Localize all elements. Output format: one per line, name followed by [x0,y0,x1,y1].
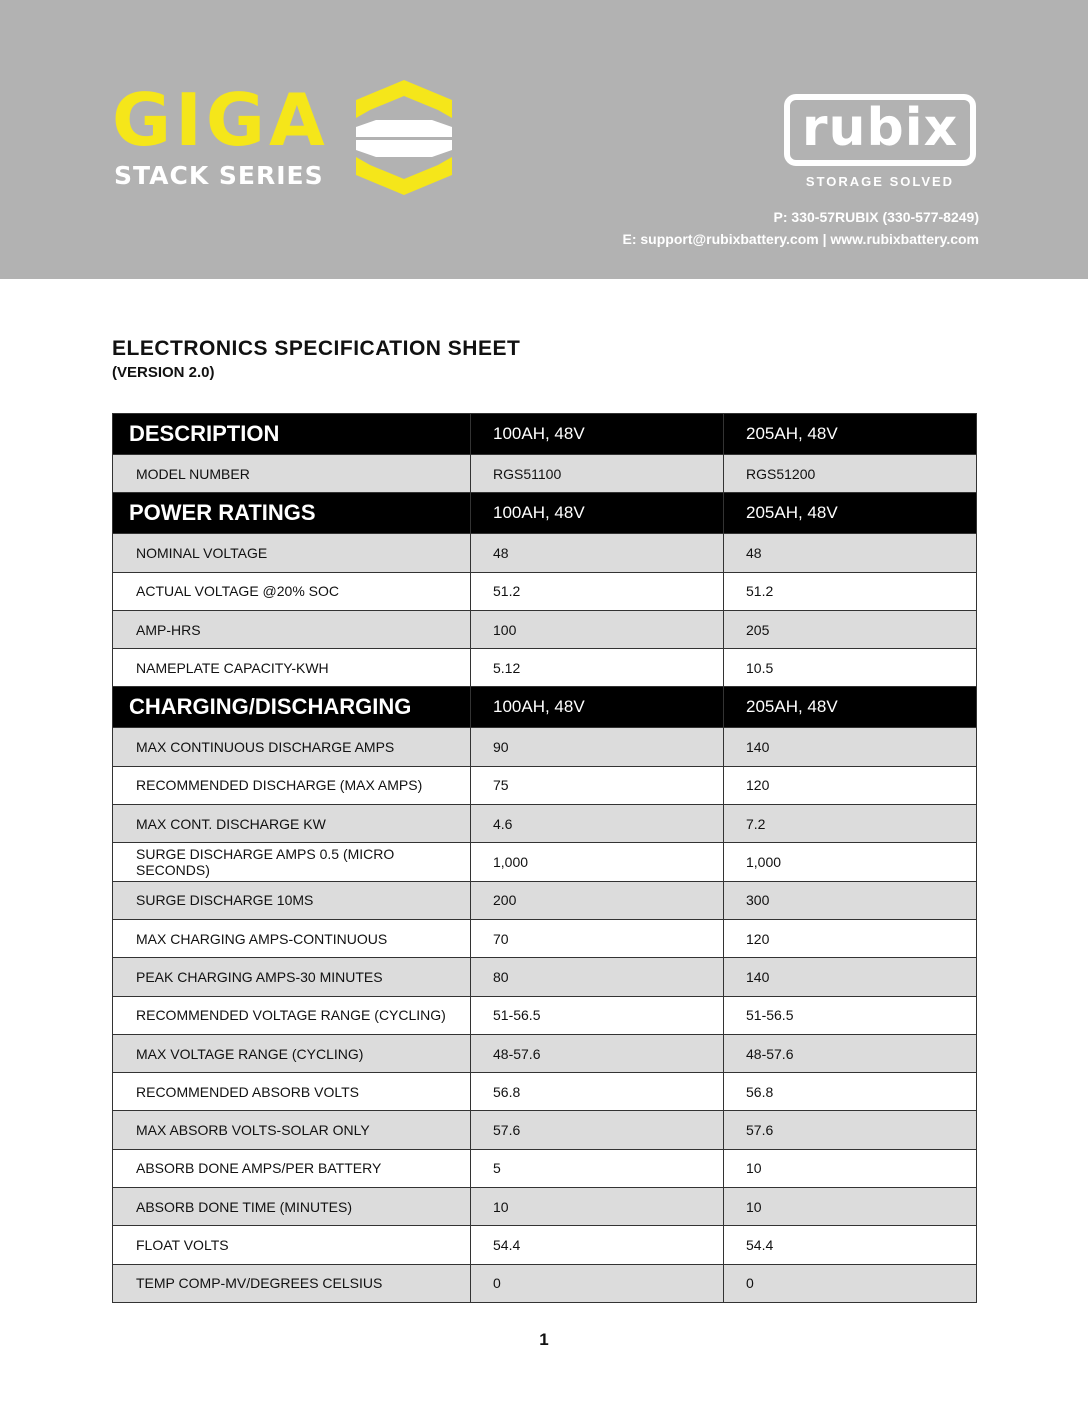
row-label: TEMP COMP-MV/DEGREES CELSIUS [113,1264,471,1302]
table-row [113,1188,977,1226]
stack-emblem-icon [354,80,454,195]
section-title: POWER RATINGS [113,493,471,534]
row-value-205ah: 0 [724,1264,977,1302]
table-row [113,1034,977,1072]
table-row [113,843,977,881]
row-value-205ah: 205 [724,610,977,648]
row-value-205ah: 48-57.6 [724,1034,977,1072]
header-banner [0,0,1088,279]
row-value-100ah: 5.12 [471,649,724,687]
row-label: ACTUAL VOLTAGE @20% SOC [113,572,471,610]
row-label: MAX CONT. DISCHARGE KW [113,805,471,843]
row-value-100ah: 54.4 [471,1226,724,1264]
section-col2-label: 205AH, 48V [724,414,977,455]
brand-subtitle: STACK SERIES [114,161,324,190]
row-label: RECOMMENDED DISCHARGE (MAX AMPS) [113,766,471,804]
row-value-205ah: 10 [724,1149,977,1187]
table-row [113,1264,977,1302]
row-value-100ah: 5 [471,1149,724,1187]
row-label: MAX CHARGING AMPS-CONTINUOUS [113,919,471,957]
row-value-100ah: 57.6 [471,1111,724,1149]
table-row [113,766,977,804]
table-row [113,610,977,648]
table-row [113,1149,977,1187]
section-title: CHARGING/DISCHARGING [113,687,471,728]
giga-stack-logo [112,80,457,195]
table-row [113,881,977,919]
row-label: NOMINAL VOLTAGE [113,534,471,572]
row-value-205ah: 51.2 [724,572,977,610]
row-value-205ah: 54.4 [724,1226,977,1264]
row-label: MODEL NUMBER [113,455,471,493]
phone-line: P: 330-57RUBIX (330-577-8249) [773,209,979,225]
table-row [113,649,977,687]
row-value-205ah: 7.2 [724,805,977,843]
email-web-line [623,228,980,250]
section-col1-label: 100AH, 48V [471,414,724,455]
row-value-205ah: 57.6 [724,1111,977,1149]
row-value-205ah: 300 [724,881,977,919]
row-label: ABSORB DONE AMPS/PER BATTERY [113,1149,471,1187]
row-value-205ah: 48 [724,534,977,572]
table-row [113,1226,977,1264]
title-block [112,336,520,384]
row-value-205ah: 10.5 [724,649,977,687]
row-value-100ah: 80 [471,958,724,996]
row-value-100ah: 1,000 [471,843,724,881]
rubix-logo-text: rubix [801,98,959,158]
section-header [113,493,977,534]
row-label: RECOMMENDED VOLTAGE RANGE (CYCLING) [113,996,471,1034]
separator: | [822,231,827,247]
row-label: NAMEPLATE CAPACITY-KWH [113,649,471,687]
row-value-205ah: 51-56.5 [724,996,977,1034]
table-row [113,1073,977,1111]
row-value-100ah: 48-57.6 [471,1034,724,1072]
section-col2-label: 205AH, 48V [724,493,977,534]
section-title: DESCRIPTION [113,414,471,455]
row-value-100ah: 51.2 [471,572,724,610]
page-number: 1 [539,1330,549,1349]
row-value-205ah: 140 [724,958,977,996]
row-label: FLOAT VOLTS [113,1226,471,1264]
section-header [113,414,977,455]
contact-info [623,206,980,250]
row-value-205ah: 120 [724,766,977,804]
row-value-205ah: 140 [724,728,977,766]
row-label: RECOMMENDED ABSORB VOLTS [113,1073,471,1111]
website-text: www.rubixbattery.com [830,231,979,247]
version-label: (VERSION 2.0) [112,364,215,381]
row-value-100ah: 4.6 [471,805,724,843]
row-value-100ah: 51-56.5 [471,996,724,1034]
row-value-100ah: 90 [471,728,724,766]
table-row [113,534,977,572]
section-header [113,687,977,728]
row-label: ABSORB DONE TIME (MINUTES) [113,1188,471,1226]
spec-table [112,413,977,1303]
rubix-logo [784,94,976,166]
row-label: MAX CONTINUOUS DISCHARGE AMPS [113,728,471,766]
row-value-205ah: 1,000 [724,843,977,881]
table-row [113,805,977,843]
table-row [113,572,977,610]
page-title: ELECTRONICS SPECIFICATION SHEET [112,337,521,360]
table-row [113,919,977,957]
row-value-205ah: 120 [724,919,977,957]
row-label: AMP-HRS [113,610,471,648]
row-label: MAX VOLTAGE RANGE (CYCLING) [113,1034,471,1072]
section-col2-label: 205AH, 48V [724,687,977,728]
email-text: E: support@rubixbattery.com [622,231,819,247]
brand-title: GIGA [112,78,329,162]
row-value-100ah: RGS51100 [471,455,724,493]
row-label: SURGE DISCHARGE AMPS 0.5 (MICRO SECONDS) [113,843,471,881]
table-row [113,996,977,1034]
table-row [113,728,977,766]
row-value-100ah: 200 [471,881,724,919]
table-row [113,1111,977,1149]
row-value-205ah: RGS51200 [724,455,977,493]
row-value-205ah: 56.8 [724,1073,977,1111]
section-col1-label: 100AH, 48V [471,493,724,534]
row-value-100ah: 48 [471,534,724,572]
row-value-100ah: 0 [471,1264,724,1302]
row-label: MAX ABSORB VOLTS-SOLAR ONLY [113,1111,471,1149]
section-col1-label: 100AH, 48V [471,687,724,728]
row-value-205ah: 10 [724,1188,977,1226]
row-value-100ah: 10 [471,1188,724,1226]
row-label: SURGE DISCHARGE 10MS [113,881,471,919]
table-row [113,455,977,493]
row-label: PEAK CHARGING AMPS-30 MINUTES [113,958,471,996]
table-row [113,958,977,996]
row-value-100ah: 100 [471,610,724,648]
row-value-100ah: 56.8 [471,1073,724,1111]
rubix-tagline: STORAGE SOLVED [805,174,955,189]
row-value-100ah: 70 [471,919,724,957]
row-value-100ah: 75 [471,766,724,804]
